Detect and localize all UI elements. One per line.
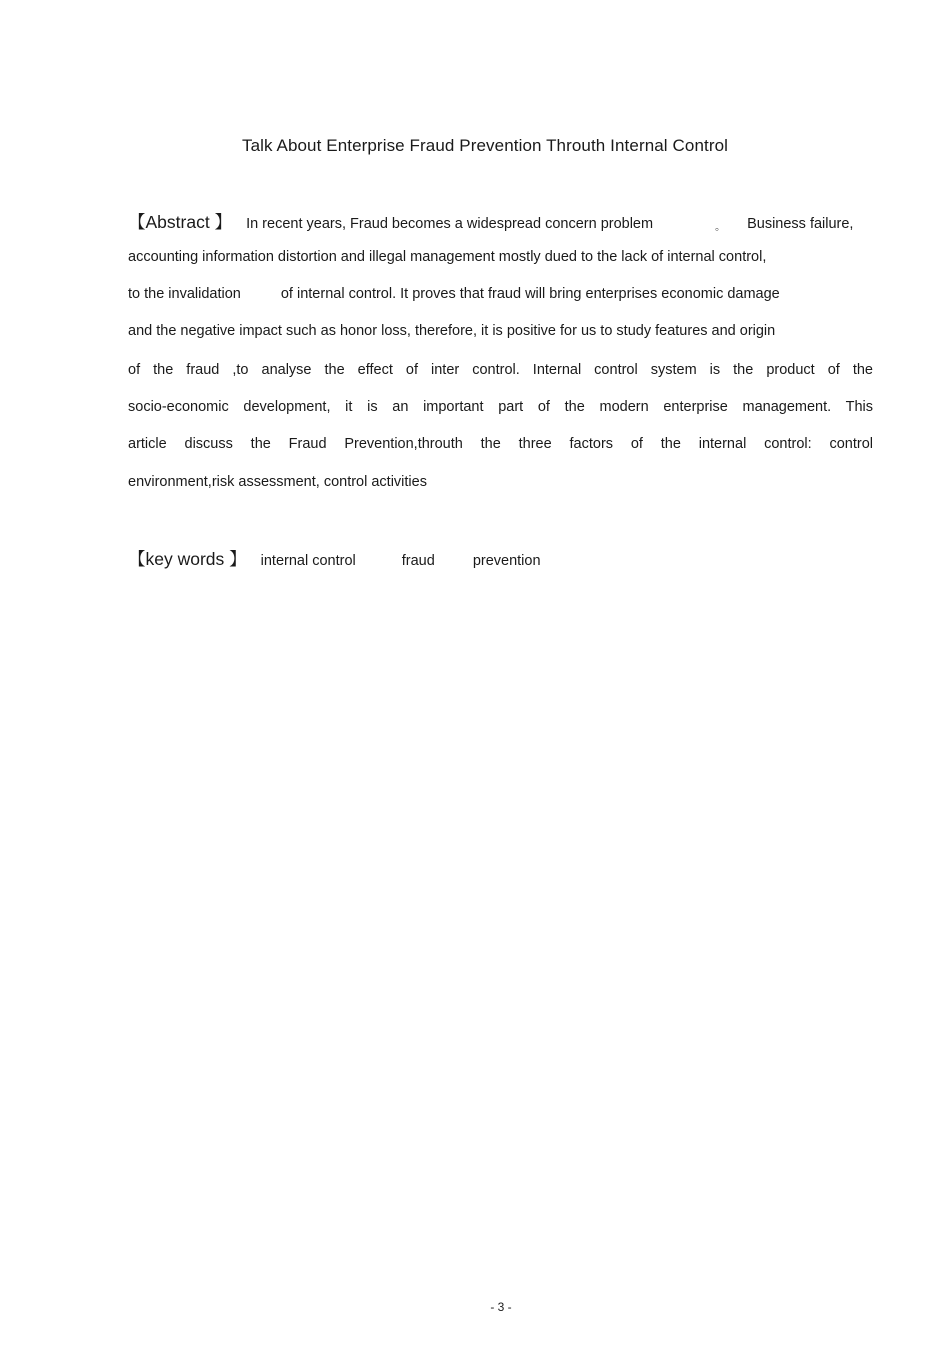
- abstract-heading: 【Abstract 】: [128, 212, 233, 232]
- abstract-text: of internal control. It proves that fraud will bring enterprises economic damage: [280, 286, 780, 302]
- page-number: - 3 -: [490, 1300, 512, 1314]
- keywords-line: [128, 546, 541, 571]
- keyword-item: fraud: [401, 553, 435, 569]
- keywords-heading: 【key words 】: [128, 549, 247, 569]
- abstract-line-6: socio-economic development, it is an important part of the modern enterprise management. This: [128, 399, 873, 415]
- abstract-text: Business failure,: [747, 216, 854, 232]
- abstract-line-2: accounting information distortion and illegal management mostly dued to the lack of internal control,: [128, 249, 767, 265]
- abstract-line-4: and the negative impact such as honor loss, therefore, it is positive for us to study features and origin: [128, 323, 776, 339]
- abstract-line-1: [128, 209, 853, 234]
- abstract-line-3: [128, 286, 780, 302]
- abstract-line-8: environment,risk assessment, control activities: [128, 474, 427, 490]
- abstract-text: In recent years, Fraud becomes a widespread concern problem: [246, 216, 654, 232]
- abstract-text: to the invalidation: [128, 286, 241, 302]
- keyword-item: internal control: [260, 553, 356, 569]
- abstract-line-7: article discuss the Fraud Prevention,throuth the three factors of the internal control: control: [128, 436, 873, 452]
- abstract-line-5: of the fraud ,to analyse the effect of inter control. Internal control system is the product of the: [128, 362, 873, 378]
- keyword-item: prevention: [472, 553, 541, 569]
- abstract-punctuation: 。: [715, 222, 726, 233]
- document-title: Talk About Enterprise Fraud Prevention Throuth Internal Control: [241, 136, 729, 155]
